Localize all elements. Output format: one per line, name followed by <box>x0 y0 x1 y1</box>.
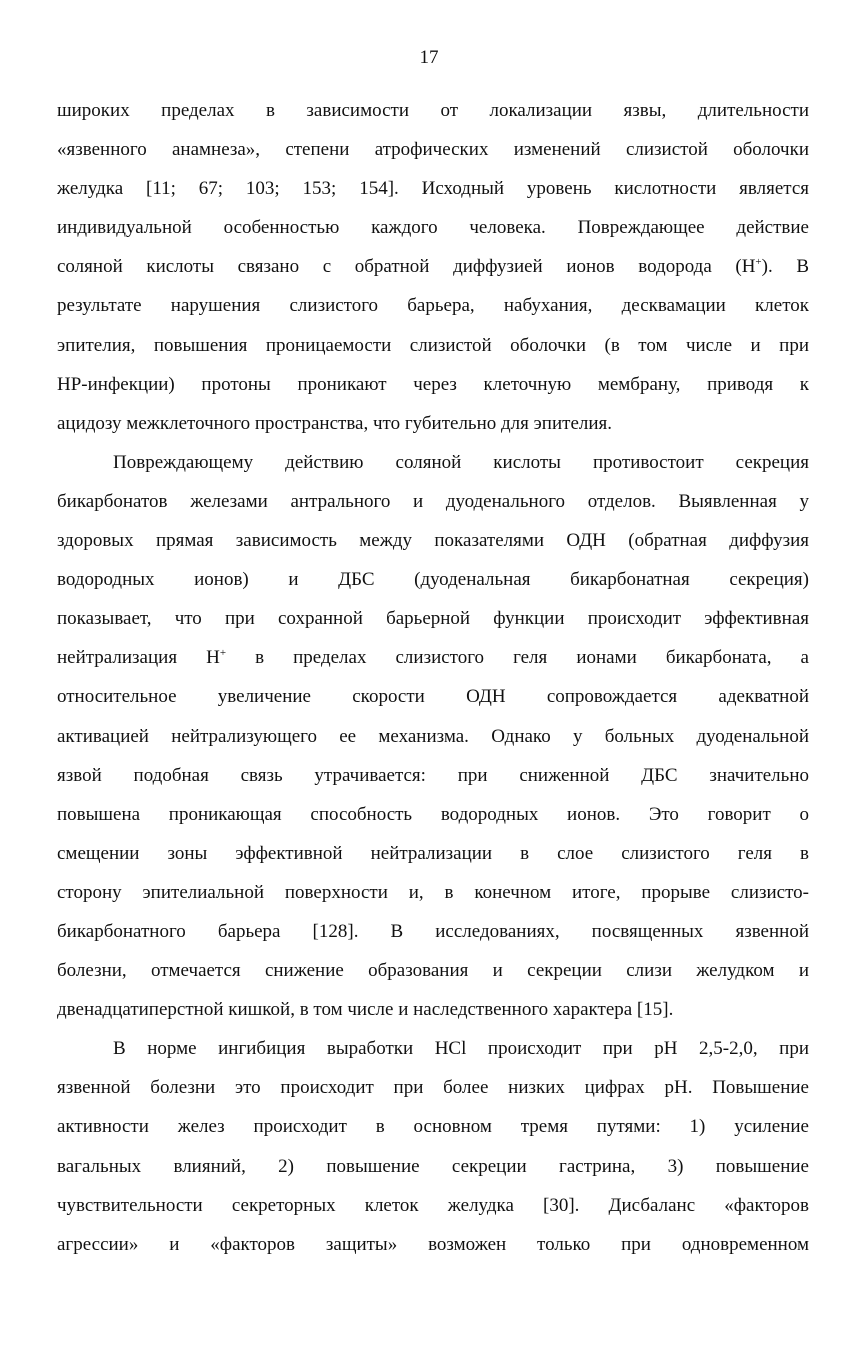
text-line: широких пределах в зависимости от локализации язвы, длительности <box>57 100 809 121</box>
text-line: водородных ионов) и ДБС (дуоденальная бикарбонатная секреция) <box>57 569 809 591</box>
text-line: чувствительности секреторных клеток желудка [30]. Дисбаланс «факторов <box>57 1194 809 1216</box>
text-line: повышена проникающая способность водородных ионов. Это говорит о <box>57 803 809 825</box>
text-line: сторону эпителиальной поверхности и, в конечном итоге, прорыве слизисто- <box>57 881 809 903</box>
text-line: ацидозу межклеточного пространства, что губительно для эпителия. <box>57 412 613 434</box>
text-line: смещении зоны эффективной нейтрализации в слое слизистого геля в <box>57 842 809 864</box>
text-line: язвой подобная связь утрачивается: при сниженной ДБС значительно <box>57 764 809 786</box>
text-line: агрессии» и «факторов защиты» возможен только при одновременном <box>57 1233 809 1255</box>
page-number: 17 <box>419 47 439 68</box>
text-run: нейтрализация H <box>57 647 220 669</box>
text-line: бикарбонатов железами антрального и дуоденального отделов. Выявленная у <box>57 490 809 512</box>
text-line: В норме ингибиция выработки HCl происходит при pH 2,5-2,0, при <box>113 1038 809 1060</box>
text-line: болезни, отмечается снижение образования и секреции слизи желудком и <box>57 960 809 982</box>
text-line: активности желез происходит в основном тремя путями: 1) усиление <box>57 1116 809 1138</box>
superscript: + <box>755 256 762 269</box>
text-line: относительное увеличение скорости ОДН сопровождается адекватной <box>57 686 809 708</box>
text-line: здоровых прямая зависимость между показателями ОДН (обратная диффузия <box>57 530 809 552</box>
text-line: язвенной болезни это происходит при более низких цифрах pH. Повышение <box>57 1077 809 1099</box>
text-line: индивидуальной особенностью каждого человека. Повреждающее действие <box>57 217 809 239</box>
text-line <box>57 638 809 677</box>
text-line: «язвенного анамнеза», степени атрофических изменений слизистой оболочки <box>57 139 809 161</box>
text-line: вагальных влияний, 2) повышение секреции гастрина, 3) повышение <box>57 1155 809 1177</box>
text-line: активацией нейтрализующего ее механизма. Однако у больных дуоденальной <box>57 725 809 747</box>
text-run: соляной кислоты связано с обратной диффузией ионов водорода (H <box>57 256 756 278</box>
text-line: HP-инфекции) протоны проникают через клеточную мембрану, приводя к <box>57 373 809 395</box>
text-run: ). В <box>761 256 809 278</box>
text-line <box>57 247 809 286</box>
text-line: двенадцатиперстной кишкой, в том числе и наследственного характера [15]. <box>57 999 674 1021</box>
text-line: желудка [11; 67; 103; 153; 154]. Исходный уровень кислотности является <box>57 178 809 200</box>
text-line: бикарбонатного барьера [128]. В исследованиях, посвященных язвенной <box>57 920 809 942</box>
text-run: в пределах слизистого геля ионами бикарбоната, а <box>226 647 809 669</box>
text-line: эпителия, повышения проницаемости слизистой оболочки (в том числе и при <box>57 334 809 356</box>
text-line: Повреждающему действию соляной кислоты противостоит секреция <box>113 451 809 473</box>
superscript: + <box>219 647 227 660</box>
text-body <box>57 91 809 1264</box>
text-line: показывает, что при сохранной барьерной функции происходит эффективная <box>57 608 809 630</box>
text-line: результате нарушения слизистого барьера, набухания, десквамации клеток <box>57 295 809 317</box>
